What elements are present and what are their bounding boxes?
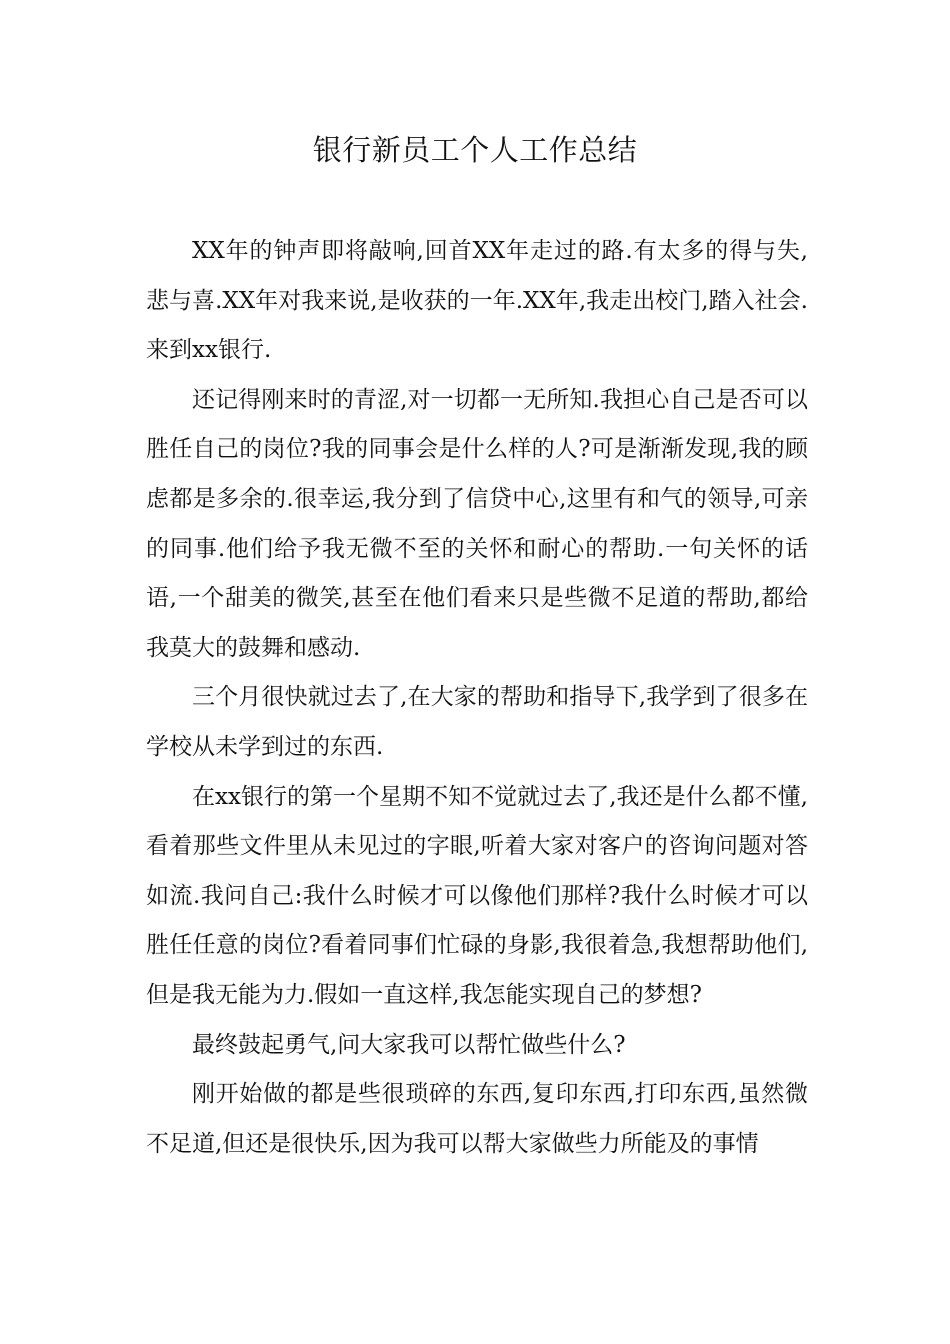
document-title: 银行新员工个人工作总结 — [312, 133, 638, 167]
paragraph-6: 刚开始做的都是些很琐碎的东西,复印东西,打印东西,虽然微不足道,但还是很快乐,因为我可以帮大家做些力所能及的事情 — [146, 1081, 808, 1157]
paragraph-5: 最终鼓起勇气,问大家我可以帮忙做些什么? — [192, 1031, 626, 1058]
paragraph-4: 在xx银行的第一个星期不知不觉就过去了,我还是什么都不懂,看着那些文件里从未见过的字眼,听着大家对客户的咨询问题对答如流.我问自己:我什么时候才可以像他们那样?我什么时候才可以胜任任意的岗位?看着同事们忙碌的身影,我很着急,我想帮助他们, 但是我无能为力.假如一直这样,我怎能实现自己的梦想? — [146, 783, 808, 1008]
paragraph-3: 三个月很快就过去了,在大家的帮助和指导下,我学到了很多在学校从未学到过的东西. — [146, 684, 808, 760]
document-body — [146, 227, 808, 1169]
paragraph-1: XX年的钟声即将敲响,回首XX年走过的路.有太多的得与失,悲与喜.XX年对我来说,是收获的一年.XX年,我走出校门,踏入社会.来到xx银行. — [146, 238, 808, 364]
paragraph-2: 还记得刚来时的青涩,对一切都一无所知.我担心自己是否可以胜任自己的岗位?我的同事会是什么样的人?可是渐渐发现,我的顾虑都是多余的.很幸运,我分到了信贷中心,这里有和气的领导,可亲的同事.他们给予我无微不至的关怀和耐心的帮助.一句关怀的话语,一个甜美的微笑,甚至在他们看来只是些微不足道的帮助,都给我莫大的鼓舞和感动. — [146, 386, 808, 661]
